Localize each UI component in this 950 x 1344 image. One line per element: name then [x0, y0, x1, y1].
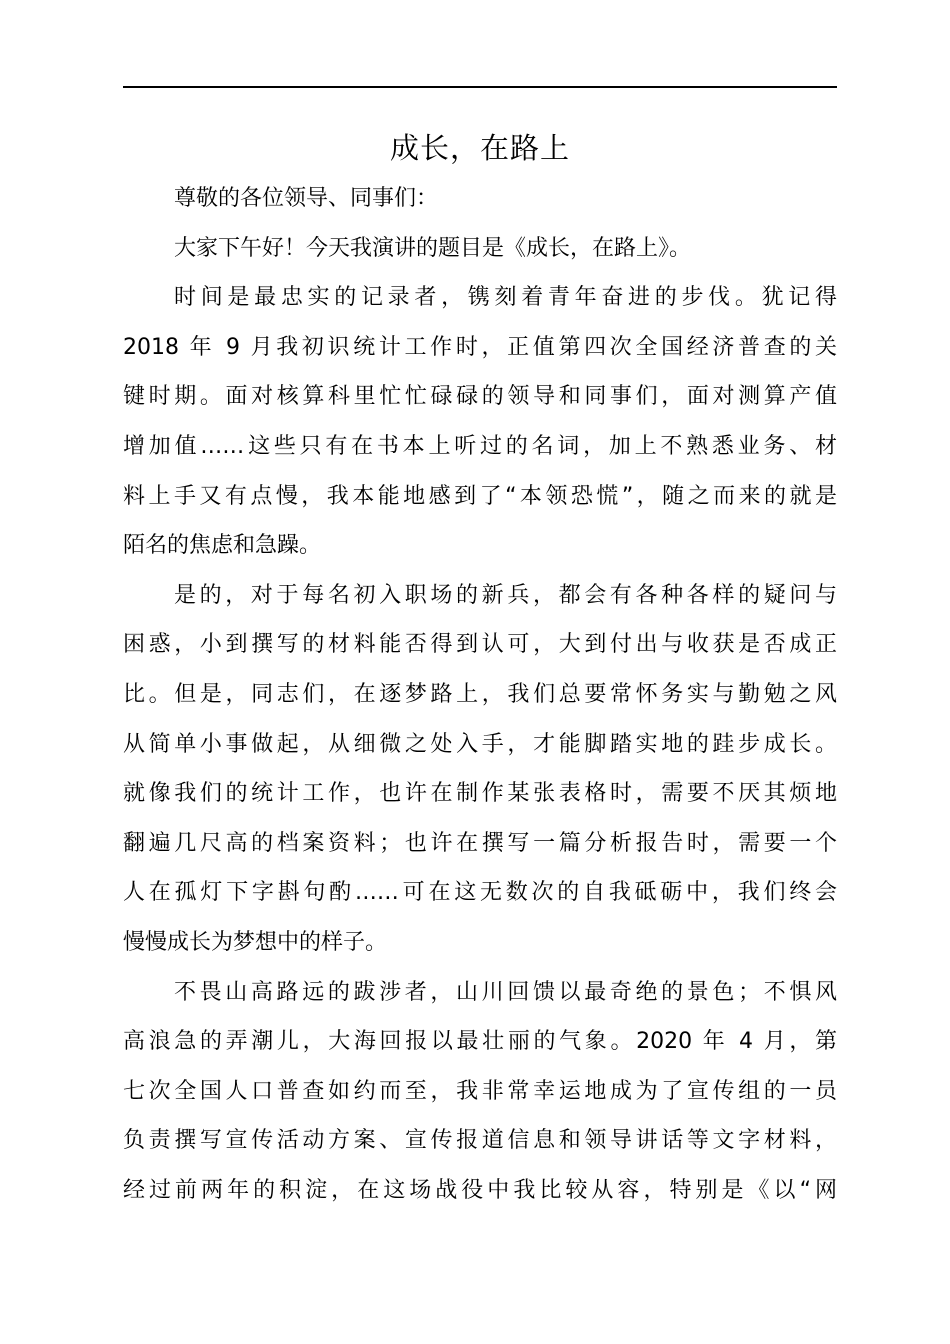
- document-body: [123, 174, 837, 1215]
- body-line: 陌名的焦虑和急躁。: [123, 533, 322, 559]
- body-line: 不畏山高路远的跋涉者，山川回馈以最奇绝的景色；不惧风: [174, 979, 837, 1005]
- body-line: 键时期。面对核算科里忙忙碌碌的领导和同事们，面对测算产值: [123, 384, 837, 410]
- header-rule: [123, 86, 837, 88]
- body-line: 大家下午好！今天我演讲的题目是《成长，在路上》。: [174, 235, 692, 261]
- body-line: 比。但是，同志们，在逐梦路上，我们总要常怀务实与勤勉之风: [123, 681, 837, 707]
- body-line: 从简单小事做起，从细微之处入手，才能脚踏实地的跬步成长。: [123, 731, 837, 757]
- document-title: 成长，在路上: [389, 131, 570, 165]
- body-line: 七次全国人口普查如约而至，我非常幸运地成为了宣传组的一员: [123, 1078, 837, 1104]
- body-line: 高浪急的弄潮儿，大海回报以最壮丽的气象。2020 年 4 月，第: [123, 1029, 837, 1055]
- body-line: 人在孤灯下字斟句酌……可在这无数次的自我砥砺中，我们终会: [123, 880, 837, 906]
- body-line: 2018 年 9 月我初识统计工作时，正值第四次全国经济普查的关: [123, 334, 837, 360]
- body-line: 困惑，小到撰写的材料能否得到认可，大到付出与收获是否成正: [123, 632, 837, 658]
- body-line: 尊敬的各位领导、同事们：: [174, 186, 439, 211]
- body-line: 慢慢成长为梦想中的样子。: [123, 929, 388, 955]
- body-line: 时间是最忠实的记录者，镌刻着青年奋进的步伐。犹记得: [174, 285, 837, 311]
- body-line: 料上手又有点慢，我本能地感到了“本领恐慌”，随之而来的就是: [123, 483, 837, 509]
- body-line: 增加值……这些只有在书本上听过的名词，加上不熟悉业务、材: [123, 433, 837, 459]
- body-line: 是的，对于每名初入职场的新兵，都会有各种各样的疑问与: [174, 582, 837, 608]
- body-line: 经过前两年的积淀，在这场战役中我比较从容，特别是《以“网: [123, 1177, 837, 1203]
- body-line: 负责撰写宣传活动方案、宣传报道信息和领导讲话等文字材料，: [123, 1128, 837, 1154]
- body-line: 翻遍几尺高的档案资料；也许在撰写一篇分析报告时，需要一个: [123, 830, 837, 856]
- body-line: 就像我们的统计工作，也许在制作某张表格时，需要不厌其烦地: [123, 781, 837, 807]
